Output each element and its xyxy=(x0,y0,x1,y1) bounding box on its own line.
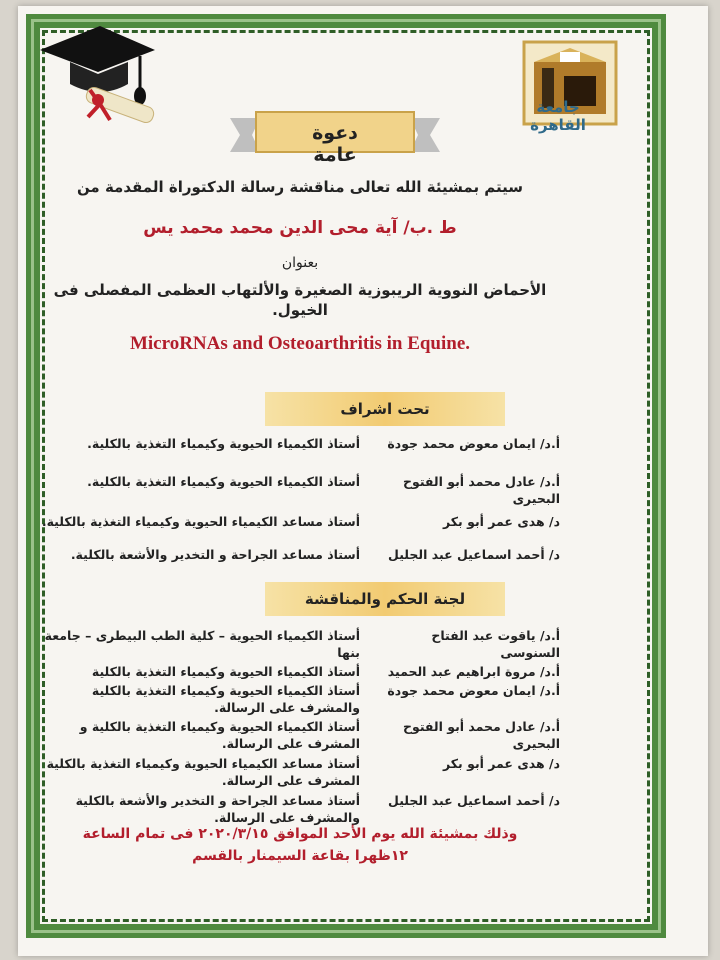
footer-announcement xyxy=(30,823,570,867)
supervisor-name: د/ أحمد اسماعيل عبد الجليل xyxy=(388,547,560,562)
supervisor-role: أستاذ الكيمياء الحيوية وكيمياء التغذية بالكلية. xyxy=(87,436,360,451)
committee-role: أستاذ الكيمياء الحيوية وكيمياء التغذية بالكلية والمشرف على الرسالة. xyxy=(91,683,360,715)
committee-role: أستاذ الكيمياء الحيوية وكيمياء التغذية بالكلية و المشرف على الرسالة. xyxy=(79,719,360,751)
footer-line1: وذلك بمشيئة الله يوم الأحد الموافق ٢٠٢٠/٣/١٥ فى تمام الساعة xyxy=(82,826,518,842)
committee-name: أ.د/ ياقوت عبد الفتاح السنوسى xyxy=(431,628,560,660)
thesis-ar-line2: الخيول. xyxy=(272,301,328,319)
supervision-title: تحت اشراف xyxy=(265,392,505,426)
committee-name: د/ أحمد اسماعيل عبد الجليل xyxy=(388,793,560,808)
committee-title: لجنة الحكم والمناقشة xyxy=(265,582,505,616)
banner-title: دعوة عامة xyxy=(312,122,358,166)
graduation-cap-icon xyxy=(30,12,160,127)
footer-line2: ١٢ظهرا بقاعة السيمنار بالقسم xyxy=(192,848,408,864)
committee-role: أستاذ مساعد الكيمياء الحيوية وكيمياء التغذية بالكلية المشرف على الرسالة. xyxy=(46,756,360,788)
committee-role: أستاذ الكيمياء الحيوية – كلية الطب البيطرى – جامعة بنها xyxy=(44,628,360,660)
university-name: جامعة القاهرة xyxy=(530,98,586,134)
committee-name: أ.د/ مروة ابراهيم عبد الحميد xyxy=(387,664,560,679)
thesis-ar-line1: الأحماض النووية الريبوزية الصغيرة والألتهاب العظمى المفصلى فى xyxy=(53,281,547,299)
supervisor-role: أستاذ مساعد الكيمياء الحيوية وكيمياء التغذية بالكلية. xyxy=(41,514,360,529)
supervisor-name: أ.د/ ايمان معوض محمد جودة xyxy=(387,436,560,451)
supervisor-name: د/ هدى عمر أبو بكر xyxy=(443,514,560,529)
committee-role: أستاذ الكيمياء الحيوية وكيمياء التغذية بالكلية xyxy=(91,664,360,679)
committee-name: أ.د/ عادل محمد أبو الفتوح البحيرى xyxy=(402,719,560,751)
thesis-title-english: MicroRNAs and Osteoarthritis in Equine. xyxy=(129,333,471,354)
committee-name: د/ هدى عمر أبو بكر xyxy=(443,756,560,771)
committee-name: أ.د/ ايمان معوض محمد جودة xyxy=(387,683,560,698)
committee-role: أستاذ مساعد الجراحة و التخدير والأشعة بالكلية والمشرف على الرسالة. xyxy=(75,793,360,825)
intro-text: سيتم بمشيئة الله تعالى مناقشة رسالة الدكتوراة المقدمة من xyxy=(76,178,524,196)
titled-label: بعنوان xyxy=(281,255,319,271)
supervisor-role: أستاذ الكيمياء الحيوية وكيمياء التغذية بالكلية. xyxy=(87,474,360,489)
candidate-name: ط .ب/ آية محى الدين محمد محمد يس xyxy=(143,218,457,238)
supervisor-role: أستاذ مساعد الجراحة و التخدير والأشعة بالكلية. xyxy=(70,547,360,562)
supervisor-name: أ.د/ عادل محمد أبو الفتوح البحيرى xyxy=(402,474,560,506)
thesis-title-arabic xyxy=(40,280,560,320)
